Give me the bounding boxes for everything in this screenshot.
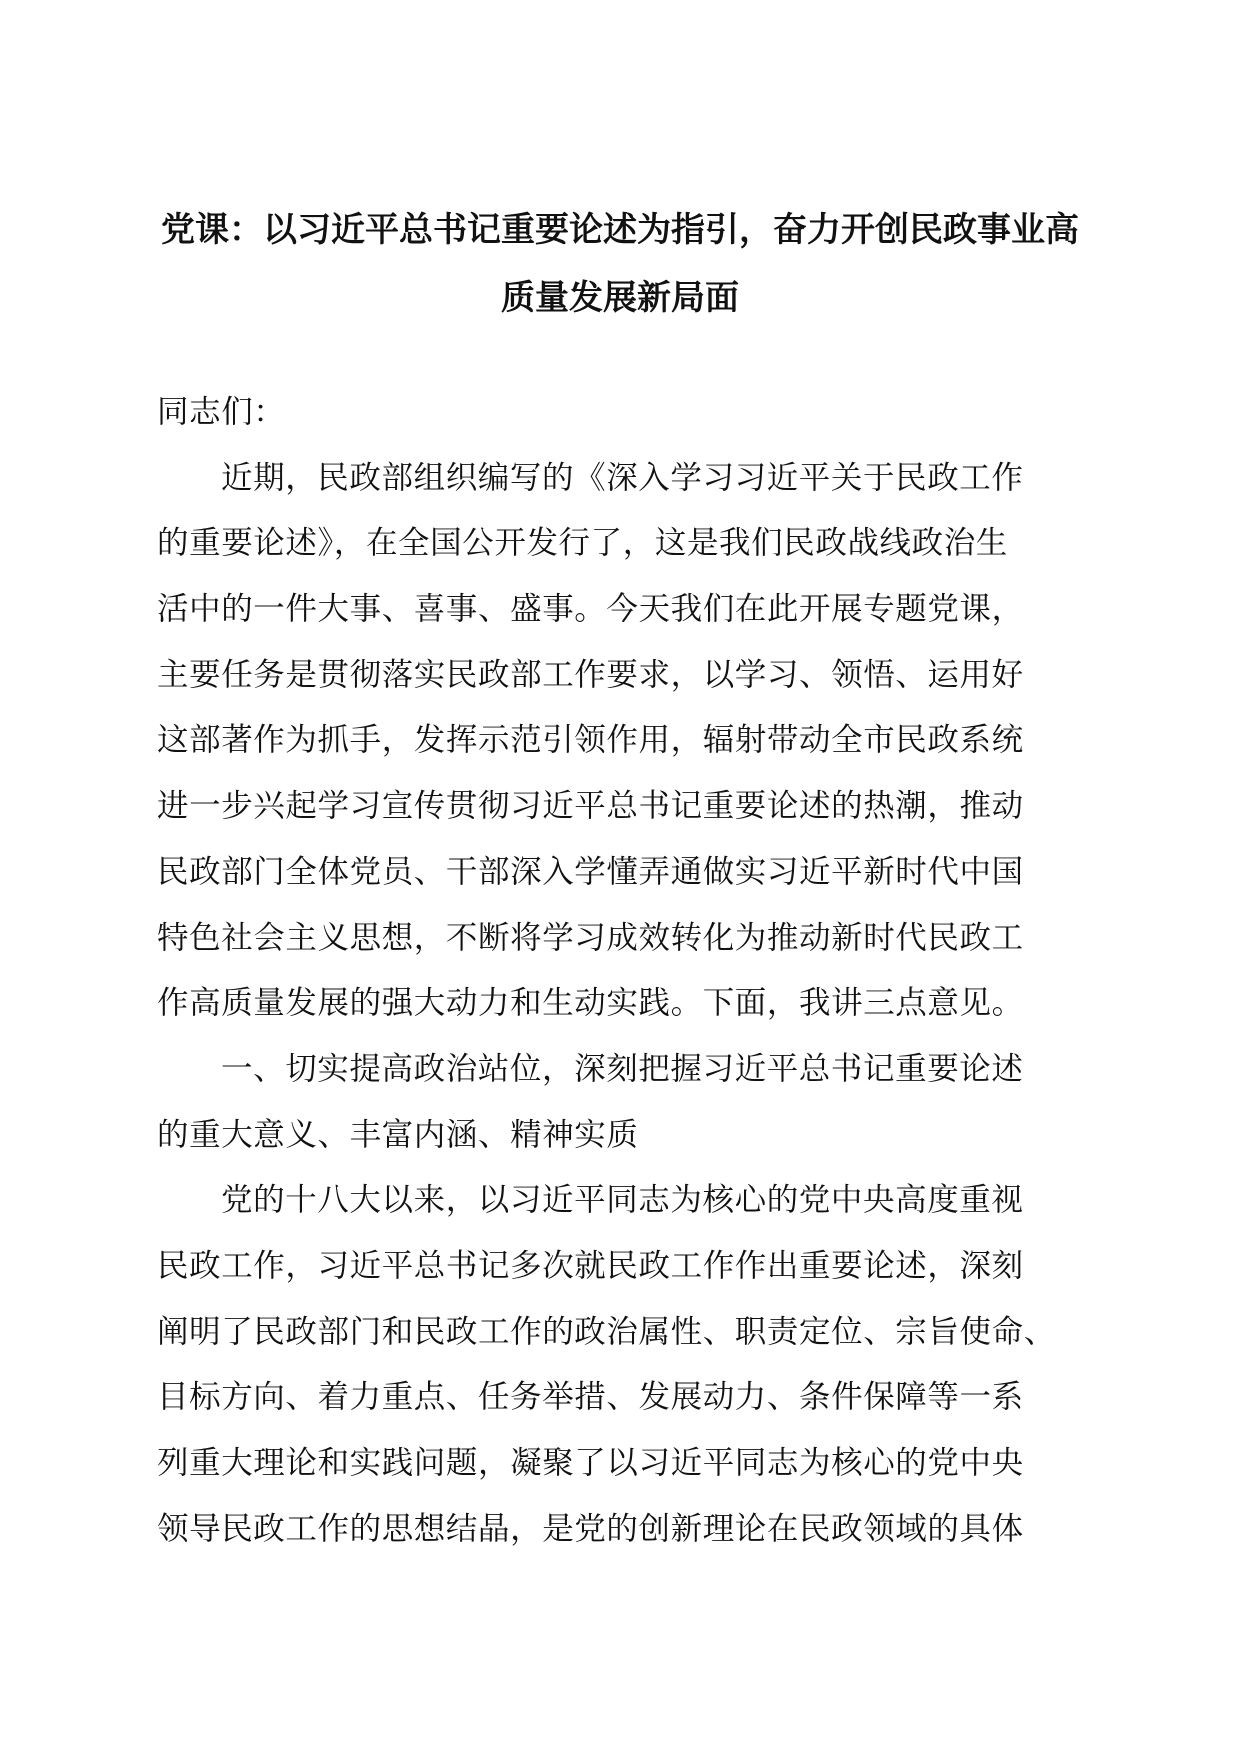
paragraph-2 [157, 1168, 1087, 1562]
paragraph-1 [157, 446, 1087, 1037]
salutation: 同志们： [157, 394, 286, 430]
paragraph-2-line: 领导民政工作的思想结晶，是党的创新理论在民政领域的具体 [157, 1510, 1024, 1547]
paragraph-2-line: 列重大理论和实践问题，凝聚了以习近平同志为核心的党中央 [157, 1445, 1024, 1481]
paragraph-1-line: 近期，民政部组织编写的《深入学习习近平关于民政工作 [221, 459, 1024, 496]
paragraph-1-line: 活中的一件大事、喜事、盛事。今天我们在此开展专题党课， [157, 591, 1024, 628]
title-line-2: 质量发展新局面 [501, 278, 739, 318]
paragraph-1-line: 这部著作为抓手，发挥示范引领作用，辐射带动全市民政系统 [157, 722, 1024, 759]
paragraph-2-line: 阐明了民政部门和民政工作的政治属性、职责定位、宗旨使命、 [157, 1313, 1056, 1350]
paragraph-2-line: 目标方向、着力重点、任务举措、发展动力、条件保障等一系 [157, 1379, 1024, 1416]
paragraph-1-line: 民政部门全体党员、干部深入学懂弄通做实习近平新时代中国 [157, 853, 1024, 890]
paragraph-1-line: 进一步兴起学习宣传贯彻习近平总书记重要论述的热潮，推动 [157, 788, 1024, 825]
section-heading-line: 一、切实提高政治站位，深刻把握习近平总书记重要论述 [221, 1050, 1024, 1087]
section-heading-1 [157, 1037, 1087, 1168]
paragraph-1-line: 特色社会主义思想，不断将学习成效转化为推动新时代民政工 [157, 919, 1024, 956]
paragraph-2-line: 党的十八大以来，以习近平同志为核心的党中央高度重视 [221, 1182, 1024, 1219]
document-body [157, 380, 1087, 1562]
paragraph-1-line: 的重要论述》，在全国公开发行了，这是我们民政战线政治生 [157, 525, 1008, 562]
paragraph-1-line: 作高质量发展的强大动力和生动实践。下面，我讲三点意见。 [157, 985, 1024, 1022]
paragraph-1-line: 主要任务是贯彻落实民政部工作要求，以学习、领悟、运用好 [157, 656, 1024, 693]
paragraph-2-line: 民政工作，习近平总书记多次就民政工作作出重要论述，深刻 [157, 1247, 1024, 1284]
title-line-1: 党课：以习近平总书记重要论述为指引，奋力开创民政事业高 [161, 210, 1079, 250]
section-heading-line: 的重大意义、丰富内涵、精神实质 [157, 1116, 639, 1153]
document-title [160, 196, 1080, 332]
